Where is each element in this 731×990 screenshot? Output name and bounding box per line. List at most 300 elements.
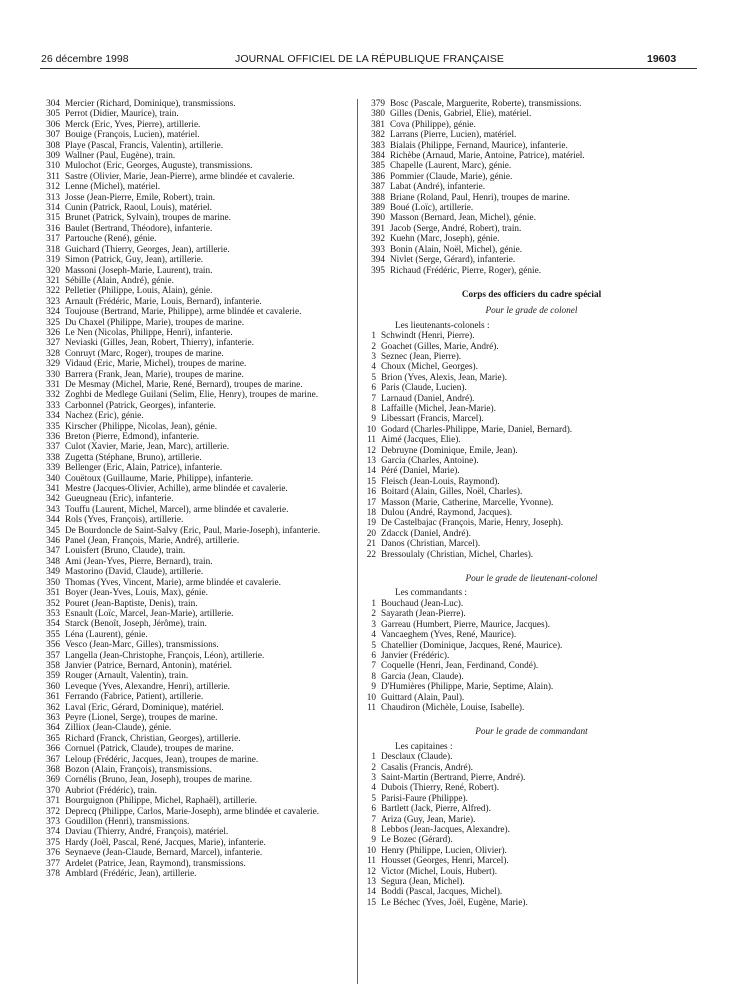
list-item xyxy=(41,422,349,432)
item-text: Richaud (Frédéric, Pierre, Roger), génie. xyxy=(390,265,542,276)
item-text: Rouger (Arnault, Valentin), train. xyxy=(65,671,189,682)
item-text: Garcia (Jean, Claude). xyxy=(381,671,464,682)
item-number: 10 xyxy=(366,845,376,856)
item-text: Boddi (Pascal, Jacques, Michel). xyxy=(381,887,503,898)
list-item xyxy=(366,383,697,393)
item-text: Daviau (Thierry, André, François), matériel. xyxy=(65,827,229,838)
item-text: Léna (Laurent), génie. xyxy=(65,629,148,640)
item-text: Couëtoux (Guillaume, Marie, Philippe), infanterie. xyxy=(65,473,254,484)
item-number: 377 xyxy=(46,858,60,869)
item-number: 395 xyxy=(371,265,385,276)
item-text: Neviaski (Gilles, Jean, Robert, Thierry), infanterie. xyxy=(65,338,254,349)
item-text: Culot (Xavier, Marie, Jean, Marc), artillerie. xyxy=(65,442,230,453)
item-text: Cova (Philippe), génie. xyxy=(390,119,476,130)
list-item xyxy=(41,827,349,837)
list-item xyxy=(41,141,349,151)
item-number: 2 xyxy=(371,762,376,773)
list-item xyxy=(366,425,697,435)
list-item xyxy=(41,848,349,858)
item-number: 367 xyxy=(46,754,60,765)
list-item xyxy=(41,151,349,161)
list-item xyxy=(366,109,697,119)
list-item xyxy=(366,620,697,630)
list-item xyxy=(366,394,697,404)
item-text: Housset (Georges, Henri, Marcel). xyxy=(381,856,509,867)
list-item xyxy=(41,276,349,286)
list-item xyxy=(366,550,697,560)
item-text: Pelletier (Philippe, Louis, Alain), génie. xyxy=(65,286,213,297)
list-item xyxy=(41,661,349,671)
header-title: JOURNAL OFFICIEL DE LA RÉPUBLIQUE FRANÇAISE xyxy=(235,53,504,65)
item-number: 353 xyxy=(46,608,60,619)
item-text: Massoni (Joseph-Marie, Laurent), train. xyxy=(65,265,213,276)
subheading-colonel: Les lieutenants-colonels : xyxy=(395,320,490,331)
item-text: Pouret (Jean-Baptiste, Denis), train. xyxy=(65,598,198,609)
item-text: Perrot (Didier, Maurice), train. xyxy=(65,109,179,120)
item-text: Barrera (Frank, Jean, Marie), troupes de marine. xyxy=(65,369,244,380)
item-number: 331 xyxy=(46,379,60,390)
item-text: Zdacck (Daniel, André). xyxy=(381,528,471,539)
item-number: 15 xyxy=(366,476,376,487)
item-number: 330 xyxy=(46,369,60,380)
list-item xyxy=(41,99,349,109)
item-number: 10 xyxy=(366,692,376,703)
list-item xyxy=(41,193,349,203)
list-item xyxy=(366,651,697,661)
item-text: Jacob (Serge, André, Robert), train. xyxy=(390,223,522,234)
item-text: Bouige (François, Lucien), matériel. xyxy=(65,130,200,141)
item-text: Le Nen (Nicolas, Philippe, Henri), infanterie. xyxy=(65,327,233,338)
item-text: Ferrando (Fabrice, Patient), artillerie. xyxy=(65,692,204,703)
item-number: 322 xyxy=(46,286,60,297)
list-item xyxy=(366,99,697,109)
item-number: 17 xyxy=(366,497,376,508)
item-text: Debruyne (Dominique, Emile, Jean). xyxy=(381,445,518,456)
item-number: 8 xyxy=(371,403,376,414)
item-text: Choux (Michel, Georges). xyxy=(381,362,478,373)
item-text: Zugetta (Stéphane, Bruno), artillerie. xyxy=(65,452,202,463)
item-text: Vancaeghem (Yves, René, Maurice). xyxy=(381,630,517,641)
item-text: Josse (Jean-Pierre, Emile, Robert), train. xyxy=(65,192,216,203)
list-item xyxy=(366,641,697,651)
list-commandant xyxy=(366,752,697,908)
item-number: 359 xyxy=(46,671,60,682)
item-number: 2 xyxy=(371,341,376,352)
grade-heading-lieutenant-colonel: Pour le grade de lieutenant-colonel xyxy=(465,574,598,585)
item-number: 7 xyxy=(371,814,376,825)
item-text: Bouchaud (Jean-Luc). xyxy=(381,598,464,609)
item-text: Vesco (Jean-Marc, Gilles), transmissions. xyxy=(65,640,219,651)
item-number: 371 xyxy=(46,796,60,807)
item-text: Langella (Jean-Christophe, François, Léon), artillerie. xyxy=(65,650,265,661)
list-item xyxy=(41,494,349,504)
list-item xyxy=(366,172,697,182)
list-item xyxy=(41,411,349,421)
item-number: 373 xyxy=(46,817,60,828)
item-text: Coquelle (Henri, Jean, Ferdinand, Condé). xyxy=(381,661,539,672)
item-number: 4 xyxy=(371,783,376,794)
item-number: 391 xyxy=(371,223,385,234)
item-number: 393 xyxy=(371,244,385,255)
list-item xyxy=(41,775,349,785)
item-number: 321 xyxy=(46,275,60,286)
item-text: Gueugneau (Eric), infanterie. xyxy=(65,494,174,505)
item-text: Leveque (Yves, Alexandre, Henri), artillerie. xyxy=(65,681,230,692)
item-text: Thomas (Yves, Vincent, Marie), arme blindée et cavalerie. xyxy=(65,577,281,588)
item-number: 13 xyxy=(366,877,376,888)
list-item xyxy=(41,807,349,817)
item-number: 313 xyxy=(46,192,60,203)
item-text: Richèbe (Arnaud, Marie, Antoine, Patrice), matériel. xyxy=(390,151,585,162)
item-text: Boué (Loïc), artillerie. xyxy=(390,203,474,214)
list-item xyxy=(41,318,349,328)
list-item xyxy=(41,578,349,588)
item-number: 388 xyxy=(371,192,385,203)
list-item xyxy=(366,752,697,762)
list-item xyxy=(41,682,349,692)
item-text: Masson (Bernard, Jean, Michel), génie. xyxy=(390,213,536,224)
item-text: De Castelbajac (François, Marie, Henry, Joseph). xyxy=(381,518,564,529)
item-number: 361 xyxy=(46,692,60,703)
list-item xyxy=(366,466,697,476)
item-text: Richard (Franck, Christian, Georges), artillerie. xyxy=(65,733,241,744)
item-text: Pommier (Claude, Marie), génie. xyxy=(390,171,513,182)
item-number: 379 xyxy=(371,99,385,109)
item-number: 364 xyxy=(46,723,60,734)
list-item xyxy=(366,693,697,703)
list-item xyxy=(41,703,349,713)
item-text: Louisfert (Bruno, Claude), train. xyxy=(65,546,186,557)
item-text: Lenne (Michel), matériel. xyxy=(65,182,161,193)
item-number: 328 xyxy=(46,348,60,359)
item-text: Chatellier (Dominique, Jacques, René, Maurice). xyxy=(381,640,563,651)
item-number: 314 xyxy=(46,203,60,214)
header-rule xyxy=(40,68,697,69)
item-number: 325 xyxy=(46,317,60,328)
item-text: Janvier (Patrice, Bernard, Antonin), matériel. xyxy=(65,660,232,671)
list-item xyxy=(366,362,697,372)
item-text: Nivlet (Serge, Gérard), infanterie. xyxy=(390,255,516,266)
item-number: 386 xyxy=(371,171,385,182)
list-item xyxy=(366,120,697,130)
list-item xyxy=(366,224,697,234)
item-number: 382 xyxy=(371,130,385,141)
page-header xyxy=(0,0,731,80)
item-number: 320 xyxy=(46,265,60,276)
list-item xyxy=(366,234,697,244)
list-item xyxy=(41,182,349,192)
item-number: 9 xyxy=(371,414,376,425)
item-number: 311 xyxy=(46,171,60,182)
item-number: 19 xyxy=(366,518,376,529)
item-text: Goudillon (Henri), transmissions. xyxy=(65,817,190,828)
list-item xyxy=(41,755,349,765)
list-item xyxy=(41,786,349,796)
item-number: 385 xyxy=(371,161,385,172)
item-text: Libessart (Francis, Marcel). xyxy=(381,414,484,425)
item-text: Sayarath (Jean-Pierre). xyxy=(381,609,466,620)
item-number: 351 xyxy=(46,588,60,599)
list-item xyxy=(366,898,697,908)
item-text: Lebbos (Jean-Jacques, Alexandre). xyxy=(381,825,510,835)
item-number: 14 xyxy=(366,466,376,477)
left-column xyxy=(41,99,349,879)
item-text: D'Humières (Philippe, Marie, Septime, Alain). xyxy=(381,682,554,693)
item-number: 378 xyxy=(46,869,60,880)
item-number: 370 xyxy=(46,785,60,796)
list-item xyxy=(366,529,697,539)
list-item xyxy=(41,213,349,223)
right-column xyxy=(366,99,697,908)
item-text: Chaudiron (Michèle, Louise, Isabelle). xyxy=(381,702,525,713)
list-item xyxy=(41,463,349,473)
list-item xyxy=(41,203,349,213)
list-item xyxy=(41,630,349,640)
item-number: 343 xyxy=(46,504,60,515)
list-item xyxy=(41,130,349,140)
list-item xyxy=(41,744,349,754)
item-text: Chapelle (Laurent, Marc), génie. xyxy=(390,161,512,172)
grade-heading-commandant: Pour le grade de commandant xyxy=(475,727,588,738)
item-text: Zilliox (Jean-Claude), génie. xyxy=(65,723,172,734)
item-number: 6 xyxy=(371,804,376,815)
item-text: Aubriot (Frédéric), train. xyxy=(65,785,157,796)
list-item xyxy=(366,193,697,203)
item-number: 375 xyxy=(46,837,60,848)
item-text: Amblard (Frédéric, Jean), artillerie. xyxy=(65,869,197,880)
item-number: 1 xyxy=(371,598,376,609)
item-number: 306 xyxy=(46,119,60,130)
list-item xyxy=(366,887,697,897)
item-number: 341 xyxy=(46,484,60,495)
item-text: Partouche (René), génie. xyxy=(65,234,157,245)
list-item xyxy=(41,172,349,182)
item-text: Conruyt (Marc, Roger), troupes de marine. xyxy=(65,348,224,359)
list-item xyxy=(41,609,349,619)
list-item xyxy=(41,234,349,244)
list-item xyxy=(366,213,697,223)
item-text: Arnault (Frédéric, Marie, Louis, Bernard), infanterie. xyxy=(65,296,262,307)
item-text: Schwindt (Henri, Pierre). xyxy=(381,331,475,342)
item-number: 315 xyxy=(46,213,60,224)
item-number: 3 xyxy=(371,351,376,362)
list-item xyxy=(41,557,349,567)
item-number: 15 xyxy=(366,897,376,908)
item-text: Briane (Roland, Paul, Henri), troupes de marine. xyxy=(390,192,570,203)
item-number: 10 xyxy=(366,424,376,435)
list-item xyxy=(41,588,349,598)
item-text: Toujouse (Bertrand, Marie, Philippe), arme blindée et cavalerie. xyxy=(65,307,302,318)
list-item xyxy=(41,817,349,827)
item-number: 348 xyxy=(46,556,60,567)
item-text: Mulochot (Eric, Georges, Auguste), transmissions. xyxy=(65,161,253,172)
list-item xyxy=(41,297,349,307)
item-number: 372 xyxy=(46,806,60,817)
item-number: 312 xyxy=(46,182,60,193)
list-item xyxy=(41,349,349,359)
list-item xyxy=(366,599,697,609)
item-number: 11 xyxy=(367,435,376,446)
item-number: 310 xyxy=(46,161,60,172)
list-item xyxy=(366,815,697,825)
item-number: 6 xyxy=(371,383,376,394)
item-number: 339 xyxy=(46,463,60,474)
item-number: 374 xyxy=(46,827,60,838)
item-text: Vidaud (Eric, Marie, Michel), troupes de marine. xyxy=(65,359,247,370)
item-number: 9 xyxy=(371,835,376,846)
list-item xyxy=(366,141,697,151)
item-text: Godard (Charles-Philippe, Marie, Daniel, Bernard). xyxy=(381,424,573,435)
item-text: De Mesmay (Michel, Marie, René, Bernard), troupes de marine. xyxy=(65,379,303,390)
item-text: Danos (Christian, Marcel). xyxy=(381,539,481,550)
list-item xyxy=(366,456,697,466)
item-number: 4 xyxy=(371,630,376,641)
item-number: 335 xyxy=(46,421,60,432)
item-number: 20 xyxy=(366,528,376,539)
item-text: Ardelet (Patrice, Jean, Raymond), transmissions. xyxy=(65,858,246,869)
item-text: Garcia (Charles, Antoine). xyxy=(381,456,479,466)
item-number: 347 xyxy=(46,546,60,557)
item-text: Ariza (Guy, Jean, Marie). xyxy=(381,814,476,825)
list-colonel xyxy=(366,331,697,560)
item-number: 323 xyxy=(46,296,60,307)
item-text: Bonin (Alain, Noël, Michel), génie. xyxy=(390,244,523,255)
list-item xyxy=(41,161,349,171)
item-text: Seynaeve (Jean-Claude, Bernard, Marcel), infanterie. xyxy=(65,848,263,859)
list-item xyxy=(41,453,349,463)
item-number: 307 xyxy=(46,130,60,141)
item-text: Rols (Yves, François), artillerie. xyxy=(65,515,184,526)
item-number: 3 xyxy=(371,772,376,783)
list-item xyxy=(366,255,697,265)
list-item xyxy=(366,331,697,341)
item-text: Larrans (Pierre, Lucien), matériel. xyxy=(390,130,517,141)
list-item xyxy=(41,338,349,348)
list-item xyxy=(41,505,349,515)
list-item xyxy=(41,671,349,681)
list-item xyxy=(41,328,349,338)
item-number: 355 xyxy=(46,629,60,640)
item-number: 366 xyxy=(46,744,60,755)
list-item xyxy=(41,546,349,556)
item-number: 2 xyxy=(371,609,376,620)
item-text: Cunin (Patrick, Raoul, Louis), matériel. xyxy=(65,203,212,214)
item-text: Victor (Michel, Louis, Hubert). xyxy=(381,866,498,877)
item-number: 336 xyxy=(46,432,60,442)
item-number: 352 xyxy=(46,598,60,609)
item-number: 1 xyxy=(371,331,376,342)
item-number: 8 xyxy=(371,825,376,835)
list-item xyxy=(366,661,697,671)
item-number: 333 xyxy=(46,400,60,411)
list-item xyxy=(366,373,697,383)
item-text: Boyer (Jean-Yves, Louis, Max), génie. xyxy=(65,588,208,599)
item-text: Labat (André), infanterie. xyxy=(390,182,486,193)
item-text: Panel (Jean, François, Marie, André), artillerie. xyxy=(65,536,240,547)
item-text: Brunet (Patrick, Sylvain), troupes de marine. xyxy=(65,213,231,224)
list-item xyxy=(366,446,697,456)
list-item xyxy=(41,859,349,869)
list-item xyxy=(366,518,697,528)
item-text: Simon (Patrick, Guy, Jean), artillerie. xyxy=(65,255,204,266)
item-text: Aimé (Jacques, Elie). xyxy=(381,435,461,446)
list-item xyxy=(41,713,349,723)
item-text: Mestre (Jacques-Olivier, Achille), arme blindée et cavalerie. xyxy=(65,484,288,495)
list-item xyxy=(41,474,349,484)
item-text: Goachet (Gilles, Marie, André). xyxy=(381,341,499,352)
column-divider xyxy=(357,99,358,984)
item-number: 369 xyxy=(46,775,60,786)
item-number: 8 xyxy=(371,671,376,682)
item-number: 360 xyxy=(46,681,60,692)
item-number: 319 xyxy=(46,255,60,266)
list-item xyxy=(41,245,349,255)
item-number: 389 xyxy=(371,203,385,214)
item-number: 327 xyxy=(46,338,60,349)
list-item xyxy=(366,773,697,783)
list-item xyxy=(366,672,697,682)
item-number: 349 xyxy=(46,567,60,578)
item-number: 5 xyxy=(371,793,376,804)
list-item xyxy=(41,255,349,265)
item-number: 365 xyxy=(46,733,60,744)
list-item xyxy=(41,390,349,400)
list-item xyxy=(41,723,349,733)
item-number: 394 xyxy=(371,255,385,266)
item-text: Playe (Pascal, Francis, Valentin), artillerie. xyxy=(65,140,224,151)
item-number: 324 xyxy=(46,307,60,318)
item-text: Paris (Claude, Lucien). xyxy=(381,383,467,394)
grade-heading-colonel: Pour le grade de colonel xyxy=(485,306,578,317)
list-item xyxy=(41,536,349,546)
item-text: Fleisch (Jean-Louis, Raymond). xyxy=(381,476,500,487)
item-text: Dulou (André, Raymond, Jacques). xyxy=(381,508,513,519)
list-item xyxy=(41,651,349,661)
item-number: 11 xyxy=(367,856,376,867)
item-text: Segura (Jean, Michel). xyxy=(381,877,465,888)
list-item xyxy=(41,266,349,276)
list-item xyxy=(366,151,697,161)
item-number: 304 xyxy=(46,99,60,109)
list-item xyxy=(366,203,697,213)
list-item xyxy=(366,508,697,518)
item-number: 345 xyxy=(46,525,60,536)
list-item xyxy=(366,245,697,255)
item-text: Kuehn (Marc, Joseph), génie. xyxy=(390,234,500,245)
item-text: Esnault (Loïc, Marcel, Jean-Marie), artillerie. xyxy=(65,608,234,619)
item-number: 362 xyxy=(46,702,60,713)
list-item xyxy=(366,435,697,445)
item-text: Masson (Marie, Catherine, Marcelle, Yvonne). xyxy=(381,497,554,508)
item-text: Breton (Pierre, Edmond), infanterie. xyxy=(65,432,200,442)
list-item xyxy=(41,599,349,609)
item-text: Wallner (Paul, Eugène), train. xyxy=(65,151,176,162)
item-number: 334 xyxy=(46,411,60,422)
item-text: Saint-Martin (Bertrand, Pierre, André). xyxy=(381,772,526,783)
list-item xyxy=(366,539,697,549)
item-number: 305 xyxy=(46,109,60,120)
item-number: 358 xyxy=(46,660,60,671)
list-item xyxy=(41,869,349,879)
item-text: Guichard (Thierry, Georges, Jean), artillerie. xyxy=(65,244,230,255)
list-item xyxy=(41,640,349,650)
list-item xyxy=(366,783,697,793)
item-number: 380 xyxy=(371,109,385,120)
list-item xyxy=(41,286,349,296)
item-text: Carbonnel (Patrick, Georges), infanterie. xyxy=(65,400,216,411)
list-item xyxy=(366,794,697,804)
item-number: 9 xyxy=(371,682,376,693)
